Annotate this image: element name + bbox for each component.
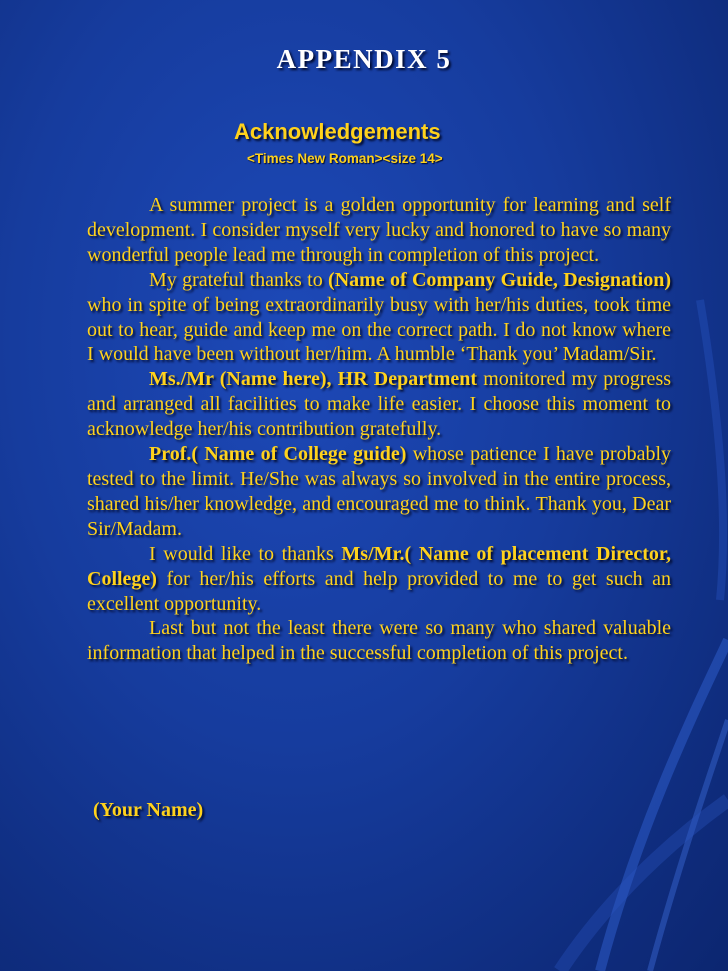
placement-director-name: Ms/Mr.( Name of placement Director, College) — [87, 542, 671, 590]
company-guide-name: (Name of Company Guide, Designation) — [328, 268, 672, 291]
paragraph-text: who in spite of being extraordinarily busy with her/his duties, took time out to hear, guide and keep me on the correct path. I do not know where I would have been without her/him. A humble ‘Thank you’ Madam/Sir. — [87, 293, 671, 366]
paragraph-text: My grateful thanks to — [149, 268, 329, 291]
font-note: <Times New Roman><size 14> — [247, 151, 443, 166]
paragraph-text: I would like to thanks — [149, 542, 342, 565]
paragraph-college-guide — [87, 442, 671, 542]
paragraph-text: for her/his efforts and help provided to me to get such an excellent opportunity. — [87, 567, 671, 615]
paragraph-placement-director — [87, 542, 671, 617]
paragraph-text: Last but not the least there were so many who shared valuable information that helped in the successful completion of this project. — [87, 617, 671, 665]
signature-name: (Your Name) — [93, 799, 204, 821]
paragraph-closing — [87, 616, 671, 666]
paragraph-text: whose patience I have probably tested to the limit. He/She was always so involved in the entire process, shared his/her knowledge, and encouraged me to think. Thank you, Dear Sir/Madam. — [87, 443, 671, 540]
paragraph-text: A summer project is a golden opportunity for learning and self development. I consider myself very lucky and honored to have so many wonderful people lead me through in completion of this project. — [87, 194, 671, 266]
page-title: APPENDIX 5 — [276, 44, 452, 74]
college-guide-name: Prof.( Name of College guide) — [149, 443, 407, 466]
paragraph-text: monitored my progress and arranged all facilities to make life easier. I choose this moment to acknowledge her/his contribution gratefully. — [87, 368, 672, 441]
paragraph-hr — [87, 367, 671, 442]
paragraph-company-guide — [87, 268, 671, 368]
paragraph-intro — [87, 193, 671, 268]
hr-name: Ms./Mr (Name here), HR Department — [149, 368, 478, 391]
section-heading: Acknowledgements — [234, 119, 441, 144]
acknowledgement-body — [87, 193, 671, 666]
